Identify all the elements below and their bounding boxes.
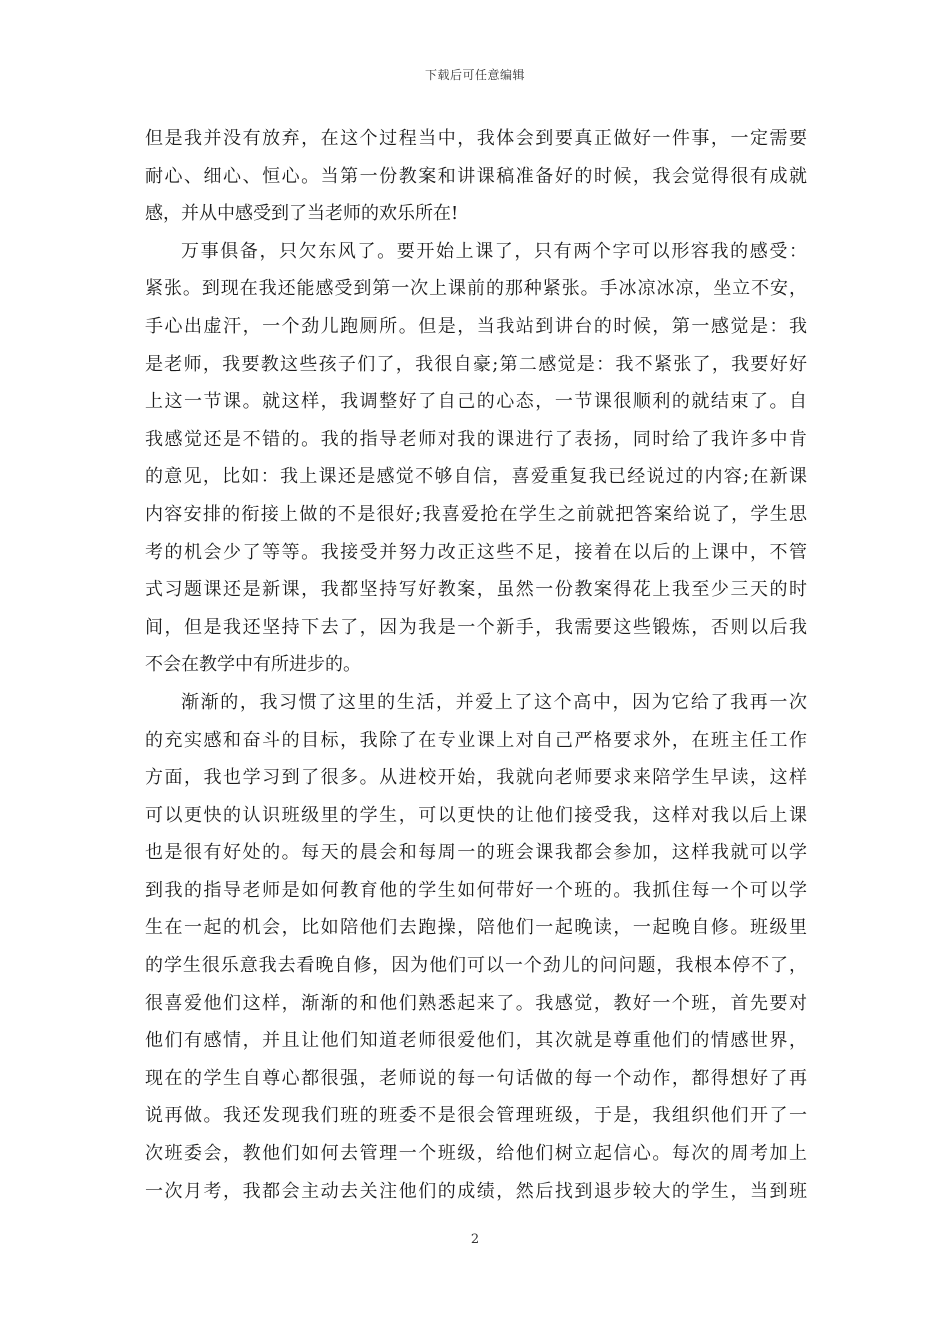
text-line: 到我的指导老师是如何教育他的学生如何带好一个班的。我抓住每一个可以学 [145, 879, 807, 901]
paragraph [145, 120, 807, 233]
text-line: 但是我并没有放弃，在这个过程当中，我体会到要真正做好一件事，一定需要 [145, 128, 807, 149]
text-line: 次班委会，教他们如何去管理一个班级，给他们树立起信心。每次的周考加上 [145, 1143, 807, 1165]
text-line: 方面，我也学习到了很多。从进校开始，我就向老师要求来陪学生早读，这样 [145, 767, 807, 789]
paragraph [145, 233, 807, 684]
document-body [145, 120, 807, 1210]
text-line: 的意见，比如：我上课还是感觉不够自信，喜爱重复我已经说过的内容;在新课 [145, 466, 807, 488]
text-line: 现在的学生自尊心都很强，老师说的每一句话做的每一个动作，都得想好了再 [145, 1067, 807, 1089]
text-line: 是老师，我要教这些孩子们了，我很自豪;第二感觉是：我不紧张了，我要好好 [145, 353, 807, 375]
text-line: 可以更快的认识班级里的学生，可以更快的让他们接受我，这样对我以后上课 [145, 804, 807, 826]
text-line: 说再做。我还发现我们班的班委不是很会管理班级，于是，我组织他们开了一 [145, 1105, 807, 1127]
page-header: 下载后可任意编辑 [424, 68, 525, 82]
text-line: 的学生很乐意我去看晚自修，因为他们可以一个劲儿的问问题，我根本停不了， [145, 955, 807, 977]
page-number: 2 [470, 1232, 480, 1247]
text-line: 万事俱备，只欠东风了。要开始上课了，只有两个字可以形容我的感受： [181, 240, 807, 262]
text-line: 上这一节课。就这样，我调整好了自己的心态，一节课很顺利的就结束了。自 [145, 391, 807, 413]
text-line: 紧张。到现在我还能感受到第一次上课前的那种紧张。手冰凉冰凉，坐立不安， [145, 278, 807, 300]
text-line: 渐渐的，我习惯了这里的生活，并爱上了这个高中，因为它给了我再一次 [181, 691, 807, 713]
text-line: 内容安排的衔接上做的不是很好;我喜爱抢在学生之前就把答案给说了，学生思 [145, 503, 807, 525]
text-line: 间，但是我还坚持下去了，因为我是一个新手，我需要这些锻炼，否则以后我 [145, 616, 807, 638]
text-line: 的充实感和奋斗的目标，我除了在专业课上对自己严格要求外，在班主任工作 [145, 729, 807, 751]
text-line: 手心出虚汗，一个劲儿跑厕所。但是，当我站到讲台的时候，第一感觉是：我 [145, 315, 807, 337]
text-line: 我感觉还是不错的。我的指导老师对我的课进行了表扬，同时给了我许多中肯 [145, 428, 807, 450]
text-line: 生在一起的机会，比如陪他们去跑操，陪他们一起晚读，一起晚自修。班级里 [145, 917, 807, 939]
text-line: 不会在教学中有所进步的。 [145, 654, 361, 676]
text-line: 他们有感情，并且让他们知道老师很爱他们，其次就是尊重他们的情感世界， [145, 1030, 807, 1052]
text-line: 考的机会少了等等。我接受并努力改正这些不足，接着在以后的上课中，不管 [145, 541, 807, 563]
paragraph [145, 684, 807, 1210]
text-line: 感，并从中感受到了当老师的欢乐所在! [145, 203, 459, 225]
text-line: 式习题课还是新课，我都坚持写好教案，虽然一份教案得花上我至少三天的时 [145, 579, 807, 601]
text-line: 耐心、细心、恒心。当第一份教案和讲课稿准备好的时候，我会觉得很有成就 [145, 165, 807, 187]
text-line: 很喜爱他们这样，渐渐的和他们熟悉起来了。我感觉，教好一个班，首先要对 [145, 992, 807, 1014]
text-line: 一次月考，我都会主动去关注他们的成绩，然后找到退步较大的学生，当到班 [145, 1180, 807, 1202]
text-line: 也是很有好处的。每天的晨会和每周一的班会课我都会参加，这样我就可以学 [145, 842, 807, 864]
